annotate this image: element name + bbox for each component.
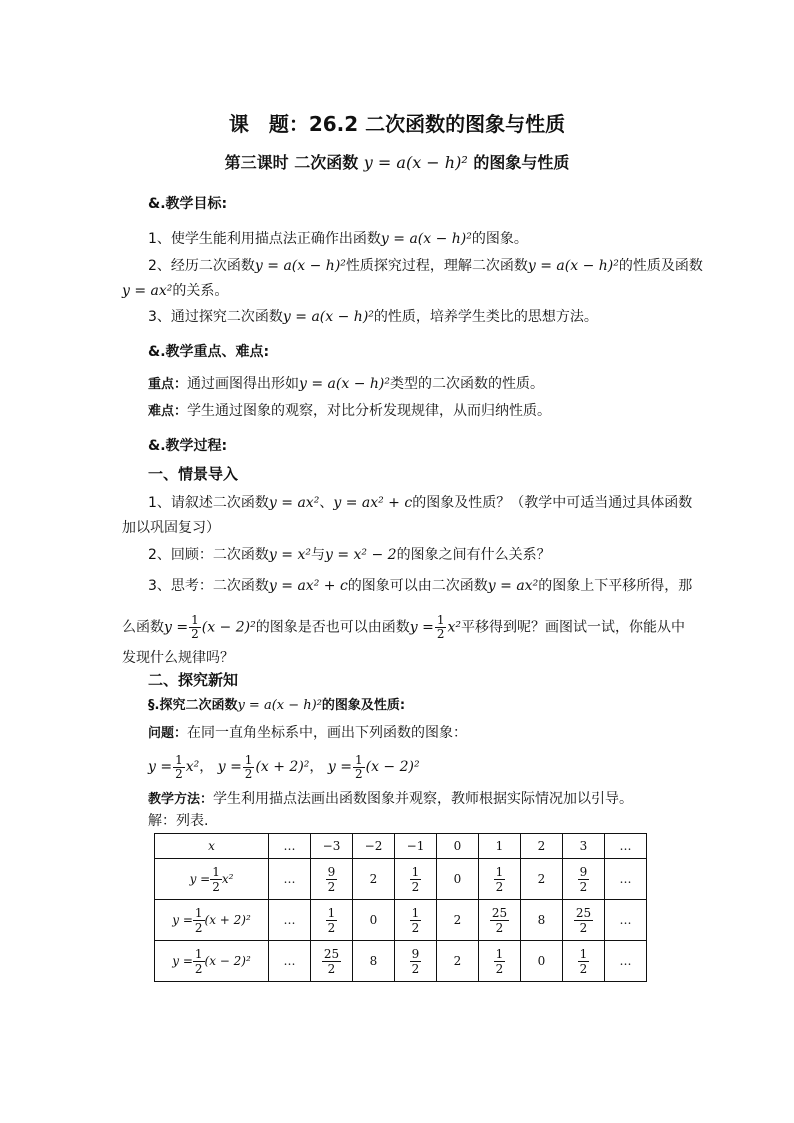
intro-1-formula-1: y = ax² <box>268 495 320 511</box>
table-cell <box>479 941 521 982</box>
goal-1-text: 1、使学生能利用描点法正确作出函数 <box>148 231 381 247</box>
solution-label: 解：列表. <box>148 813 209 829</box>
table-cell: 8 <box>521 900 563 941</box>
table-cell: … <box>269 859 311 900</box>
difficulty-label: 难点： <box>148 404 188 419</box>
intro-1 <box>148 493 692 513</box>
table-cell: … <box>605 941 647 982</box>
intro-1-continued: 加以巩固复习） <box>122 520 220 536</box>
table-cell <box>311 900 353 941</box>
intro-3b-text-end: 平移得到呢？画图试一试，你能从中 <box>460 619 685 636</box>
function-b-den: 2 <box>244 766 253 781</box>
table-row-label <box>155 941 269 982</box>
intro-3-formula-1: y = ax² + c <box>268 578 348 594</box>
function-c-rhs: (x − 2)² <box>365 759 420 775</box>
key-point-text: 通过画图得出形如 <box>187 376 300 392</box>
part-2-heading: 二、探究新知 <box>148 671 239 689</box>
cell-fraction-num: 1 <box>327 905 336 920</box>
table-header-cell: 1 <box>479 834 521 859</box>
cell-fraction-den: 2 <box>495 879 504 894</box>
table-cell <box>563 859 605 900</box>
table-cell: … <box>605 900 647 941</box>
intro-3b-formula-2-lhs: y = <box>409 619 434 636</box>
intro-3b-formula-rhs: (x − 2)² <box>201 619 256 636</box>
cell-fraction <box>326 906 338 935</box>
row-label-fraction-num: 1 <box>194 946 203 961</box>
explore-title-text: §.探究二次函数 <box>148 698 238 713</box>
table-cell: 8 <box>353 941 395 982</box>
goal-3-formula: y = a(x − h)² <box>282 309 374 325</box>
intro-3b-formula-lhs: y = <box>164 619 189 636</box>
function-a-lhs: y = <box>148 759 173 775</box>
goal-3 <box>148 307 598 327</box>
row-label-fraction-num: 1 <box>212 864 220 879</box>
goal-1-formula: y = a(x − h)² <box>380 231 472 247</box>
table-cell <box>311 941 353 982</box>
fraction-denominator: 2 <box>191 627 199 641</box>
cell-fraction-num: 1 <box>579 946 588 961</box>
function-b-lhs: y = <box>217 759 242 775</box>
intro-1-separator: 、 <box>319 495 334 511</box>
fraction-numerator: 1 <box>191 613 199 627</box>
cell-fraction-den: 2 <box>579 879 588 894</box>
function-a-num: 1 <box>175 752 183 767</box>
subtitle-formula: y = a(x − h)² <box>363 153 468 172</box>
question-text: 在同一直角坐标系中，画出下列函数的图象： <box>187 725 468 741</box>
row-label-rhs: (x + 2)² <box>204 912 251 927</box>
function-separator-2: ， <box>309 759 324 775</box>
function-separator-1: ， <box>199 759 214 775</box>
table-cell: 2 <box>437 941 479 982</box>
cell-fraction <box>578 947 590 976</box>
question <box>148 723 467 744</box>
fraction-numerator-2: 1 <box>436 613 445 627</box>
function-c-num: 1 <box>354 752 363 767</box>
table-cell: 0 <box>437 859 479 900</box>
cell-fraction-num: 9 <box>579 864 588 879</box>
cell-fraction-num: 9 <box>411 946 420 961</box>
row-label-lhs: y = <box>189 871 211 886</box>
intro-3b-formula-2-rhs: x² <box>447 619 461 636</box>
function-list <box>148 752 420 782</box>
goal-3-text-end: 的性质，培养学生类比的思想方法。 <box>373 309 598 325</box>
table-cell: … <box>605 859 647 900</box>
cell-fraction-num: 1 <box>495 864 504 879</box>
goal-2-formula: y = a(x − h)² <box>254 258 346 274</box>
cell-fraction-num: 1 <box>411 905 420 920</box>
part-1-heading: 一、情景导入 <box>148 465 239 483</box>
row-label-fraction <box>193 906 205 935</box>
table-cell <box>563 900 605 941</box>
table-header-cell: −1 <box>395 834 437 859</box>
intro-2-connector: 与 <box>310 547 325 563</box>
cell-fraction-num: 25 <box>575 905 592 920</box>
intro-2-text: 2、回顾：二次函数 <box>148 547 269 563</box>
row-label-fraction-num: 1 <box>194 905 203 920</box>
row-label-rhs: x² <box>221 871 234 886</box>
intro-2-formula-1: y = x² <box>268 547 311 563</box>
row-label-fraction-den: 2 <box>212 879 220 894</box>
row-label-fraction <box>210 865 222 894</box>
table-cell <box>479 859 521 900</box>
intro-3b-text: 么函数 <box>122 619 164 636</box>
teaching-method-text: 学生利用描点法画出函数图象并观察，教师根据实际情况加以引导。 <box>213 791 634 807</box>
function-c-fraction <box>353 754 365 781</box>
intro-3-formula-2: y = ax² <box>487 578 539 594</box>
cell-fraction-den: 2 <box>411 920 420 935</box>
function-a-den: 2 <box>175 766 183 781</box>
cell-fraction <box>410 906 422 935</box>
intro-1-text-end: 的图象及性质？（教学中可适当通过具体函数 <box>412 495 693 511</box>
table-cell: 2 <box>521 859 563 900</box>
cell-fraction <box>578 865 590 894</box>
function-b-fraction <box>243 754 255 781</box>
cell-fraction <box>322 947 341 976</box>
table-cell <box>563 941 605 982</box>
function-b-num: 1 <box>244 752 253 767</box>
intro-2-text-end: 的图象之间有什么关系？ <box>396 547 551 563</box>
table-cell <box>395 859 437 900</box>
cell-fraction-den: 2 <box>579 920 588 935</box>
row-label-fraction <box>193 947 205 976</box>
page-subtitle <box>0 150 794 173</box>
intro-2-formula-2: y = x² − 2 <box>324 547 397 563</box>
table-cell: 0 <box>521 941 563 982</box>
cell-fraction-num: 1 <box>495 946 504 961</box>
cell-fraction <box>490 906 509 935</box>
table-cell: … <box>269 900 311 941</box>
fraction-one-half-2 <box>435 614 447 641</box>
goals-heading: &.教学目标: <box>148 196 228 212</box>
goal-2-formula-2: y = a(x − h)² <box>527 258 619 274</box>
values-table <box>154 833 647 982</box>
table-cell: … <box>269 941 311 982</box>
teaching-method <box>148 789 633 810</box>
function-a-rhs: x² <box>185 759 200 775</box>
row-label-fraction-den: 2 <box>194 920 203 935</box>
explore-title <box>148 696 405 716</box>
table-header-row <box>155 834 647 859</box>
fraction-one-half <box>189 614 201 641</box>
explore-title-text-end: 的图象及性质: <box>321 698 406 713</box>
function-a-fraction <box>173 754 185 781</box>
function-c-lhs: y = <box>327 759 352 775</box>
intro-3 <box>148 576 692 596</box>
key-point-label: 重点： <box>148 377 188 392</box>
cell-fraction-num: 9 <box>327 864 336 879</box>
table-header-cell: −3 <box>311 834 353 859</box>
cell-fraction-den: 2 <box>411 879 420 894</box>
cell-fraction-num: 25 <box>323 946 340 961</box>
table-cell <box>479 900 521 941</box>
row-label-rhs: (x − 2)² <box>204 953 251 968</box>
cell-fraction-den: 2 <box>579 961 588 976</box>
cell-fraction <box>410 865 422 894</box>
key-point <box>148 374 544 395</box>
goal-1 <box>148 229 528 249</box>
cell-fraction <box>326 865 338 894</box>
function-c-den: 2 <box>354 766 363 781</box>
table-header-cell: 2 <box>521 834 563 859</box>
subtitle-text: 第三课时 二次函数 <box>224 153 359 172</box>
cell-fraction <box>410 947 422 976</box>
subtitle-text-end: 的图象与性质 <box>473 153 570 172</box>
cell-fraction <box>574 906 593 935</box>
table-row-label <box>155 900 269 941</box>
page-title: 课 题：26.2 二次函数的图象与性质 <box>228 112 566 136</box>
explore-title-formula: y = a(x − h)² <box>237 698 322 713</box>
cell-fraction-num: 25 <box>491 905 508 920</box>
cell-fraction <box>494 947 506 976</box>
cell-fraction-den: 2 <box>495 961 504 976</box>
goal-2-formula-3: y = ax² <box>122 283 173 299</box>
key-point-formula: y = a(x − h)² <box>299 376 390 392</box>
intro-3b-text-mid: 的图象是否也可以由函数 <box>255 619 410 636</box>
table-header-cell: 0 <box>437 834 479 859</box>
row-label-lhs: y = <box>172 912 193 927</box>
table-row <box>155 941 647 982</box>
goal-2-text-mid: 性质探究过程，理解二次函数 <box>345 258 528 274</box>
goal-2-text: 2、经历二次函数 <box>148 258 255 274</box>
question-label: 问题： <box>148 726 188 741</box>
table-cell: 2 <box>353 859 395 900</box>
table-header-cell: −2 <box>353 834 395 859</box>
intro-3-text-mid: 的图象可以由二次函数 <box>347 578 488 594</box>
cell-fraction-den: 2 <box>327 961 336 976</box>
cell-fraction <box>494 865 506 894</box>
function-b-rhs: (x + 2)² <box>255 759 310 775</box>
intro-3-text-end: 的图象上下平移所得，那 <box>538 578 693 594</box>
table-cell <box>395 900 437 941</box>
intro-3-text: 3、思考：二次函数 <box>148 578 269 594</box>
table-cell: 2 <box>437 900 479 941</box>
cell-fraction-den: 2 <box>327 879 336 894</box>
fraction-denominator-2: 2 <box>436 627 445 641</box>
intro-1-text: 1、请叙述二次函数 <box>148 495 269 511</box>
cell-fraction-den: 2 <box>411 961 420 976</box>
goal-1-text-end: 的图象。 <box>471 231 528 247</box>
difficulty-text: 学生通过图象的观察，对比分析发现规律，从而归纳性质。 <box>187 403 552 419</box>
table-header-cell: … <box>269 834 311 859</box>
table-row <box>155 900 647 941</box>
process-heading: &.教学过程: <box>148 438 228 454</box>
table-header-x: x <box>155 834 269 859</box>
keypoints-heading: &.教学重点、难点: <box>148 344 270 360</box>
row-label-fraction-den: 2 <box>194 961 203 976</box>
intro-2 <box>148 545 551 565</box>
goal-3-text: 3、通过探究二次函数 <box>148 309 283 325</box>
row-label-lhs: y = <box>172 953 193 968</box>
goal-2 <box>148 256 703 276</box>
teaching-method-label: 教学方法： <box>148 792 214 807</box>
intro-1-formula-2: y = ax² + c <box>333 495 413 511</box>
intro-3-continued <box>122 614 685 641</box>
key-point-text-end: 类型的二次函数的性质。 <box>389 376 544 392</box>
table-row-label <box>155 859 269 900</box>
cell-fraction-den: 2 <box>495 920 504 935</box>
goal-2-continued <box>122 281 228 301</box>
cell-fraction-den: 2 <box>327 920 336 935</box>
goal-2-text-tail: 的关系。 <box>172 283 229 299</box>
table-cell: 0 <box>353 900 395 941</box>
difficulty-point <box>148 401 551 422</box>
table-cell <box>311 859 353 900</box>
cell-fraction-num: 1 <box>411 864 420 879</box>
intro-3-final: 发现什么规律吗？ <box>122 650 234 666</box>
table-cell <box>395 941 437 982</box>
goal-2-text-end: 的性质及函数 <box>618 258 703 274</box>
table-row <box>155 859 647 900</box>
table-header-cell: … <box>605 834 647 859</box>
table-header-cell: 3 <box>563 834 605 859</box>
